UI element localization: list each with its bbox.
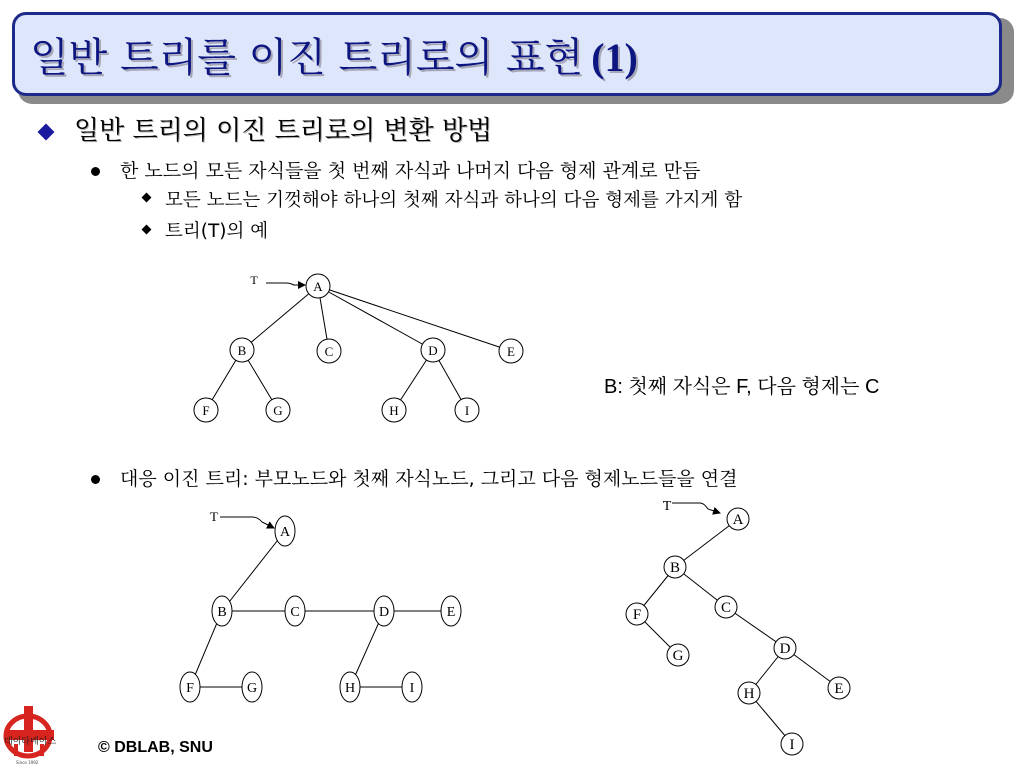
- edge-a-b: [242, 286, 318, 350]
- node-label: D: [428, 343, 438, 358]
- footer-copyright: © DBLAB, SNU: [98, 739, 213, 756]
- node-label: F: [186, 681, 194, 696]
- tree-pointer-label: T: [662, 499, 672, 514]
- sub-bullet-text-2: 트리(T)의 예: [165, 221, 269, 242]
- node-label: G: [273, 403, 283, 418]
- annotation-text: B: 첫째 자식은 F, 다음 형제는 C: [604, 376, 880, 398]
- bullet-text-1: 한 노드의 모든 자식들을 첫 번째 자식과 나머지 다음 형제 관계로 만듬: [120, 160, 701, 182]
- node-label: G: [672, 648, 684, 664]
- dblab-logo: [0, 700, 76, 768]
- node-label: A: [279, 525, 291, 540]
- node-label: H: [743, 686, 755, 702]
- node-label: E: [446, 605, 456, 620]
- node-label: B: [217, 605, 227, 620]
- tree-pointer-arrow: [220, 517, 274, 528]
- node-label: I: [464, 403, 470, 418]
- node-label: F: [202, 403, 210, 418]
- bullet-text-2: 대응 이진 트리: 부모노드와 첫째 자식노드, 그리고 다음 형제노드들을 연결: [120, 468, 738, 490]
- node-label: D: [779, 641, 791, 657]
- tree-pointer-label: T: [210, 509, 218, 524]
- node-label: C: [324, 344, 334, 359]
- edge-a-b: [222, 531, 285, 611]
- node-label: D: [378, 605, 390, 620]
- binary-tree-right: [637, 503, 839, 744]
- title-number: (1): [591, 35, 638, 80]
- node-label: E: [834, 681, 844, 697]
- sub-bullet-text-1: 모든 노드는 기껏해야 하나의 첫째 자식과 하나의 다음 형제를 가지게 함: [165, 190, 743, 211]
- node-label: I: [789, 737, 795, 753]
- node-label: C: [720, 600, 732, 616]
- node-label: H: [344, 681, 356, 696]
- node-label: G: [246, 681, 258, 696]
- tree-pointer-arrow: [672, 503, 720, 513]
- logo-since: Since 1992: [16, 760, 39, 765]
- node-label: I: [409, 681, 415, 696]
- tree-pointer-arrow: [266, 283, 305, 285]
- node-label: A: [732, 512, 744, 528]
- title-main-text: 일반 트리를 이진 트리로의 표현: [30, 35, 584, 81]
- node-label: E: [507, 344, 515, 359]
- node-label: B: [669, 560, 681, 576]
- tree-pointer-label: T: [250, 273, 258, 287]
- node-label: F: [632, 607, 642, 623]
- node-label: B: [237, 343, 247, 358]
- node-label: A: [313, 279, 323, 294]
- node-label: H: [389, 403, 399, 418]
- edge-a-e: [318, 286, 511, 351]
- section-heading: 일반 트리의 이진 트리로의 변환 방법: [74, 116, 493, 146]
- binary-tree-right-nodes: [626, 508, 850, 755]
- logo-text: 데이타베이스: [4, 737, 57, 747]
- node-label: C: [290, 605, 300, 620]
- edge-a-b: [675, 519, 738, 567]
